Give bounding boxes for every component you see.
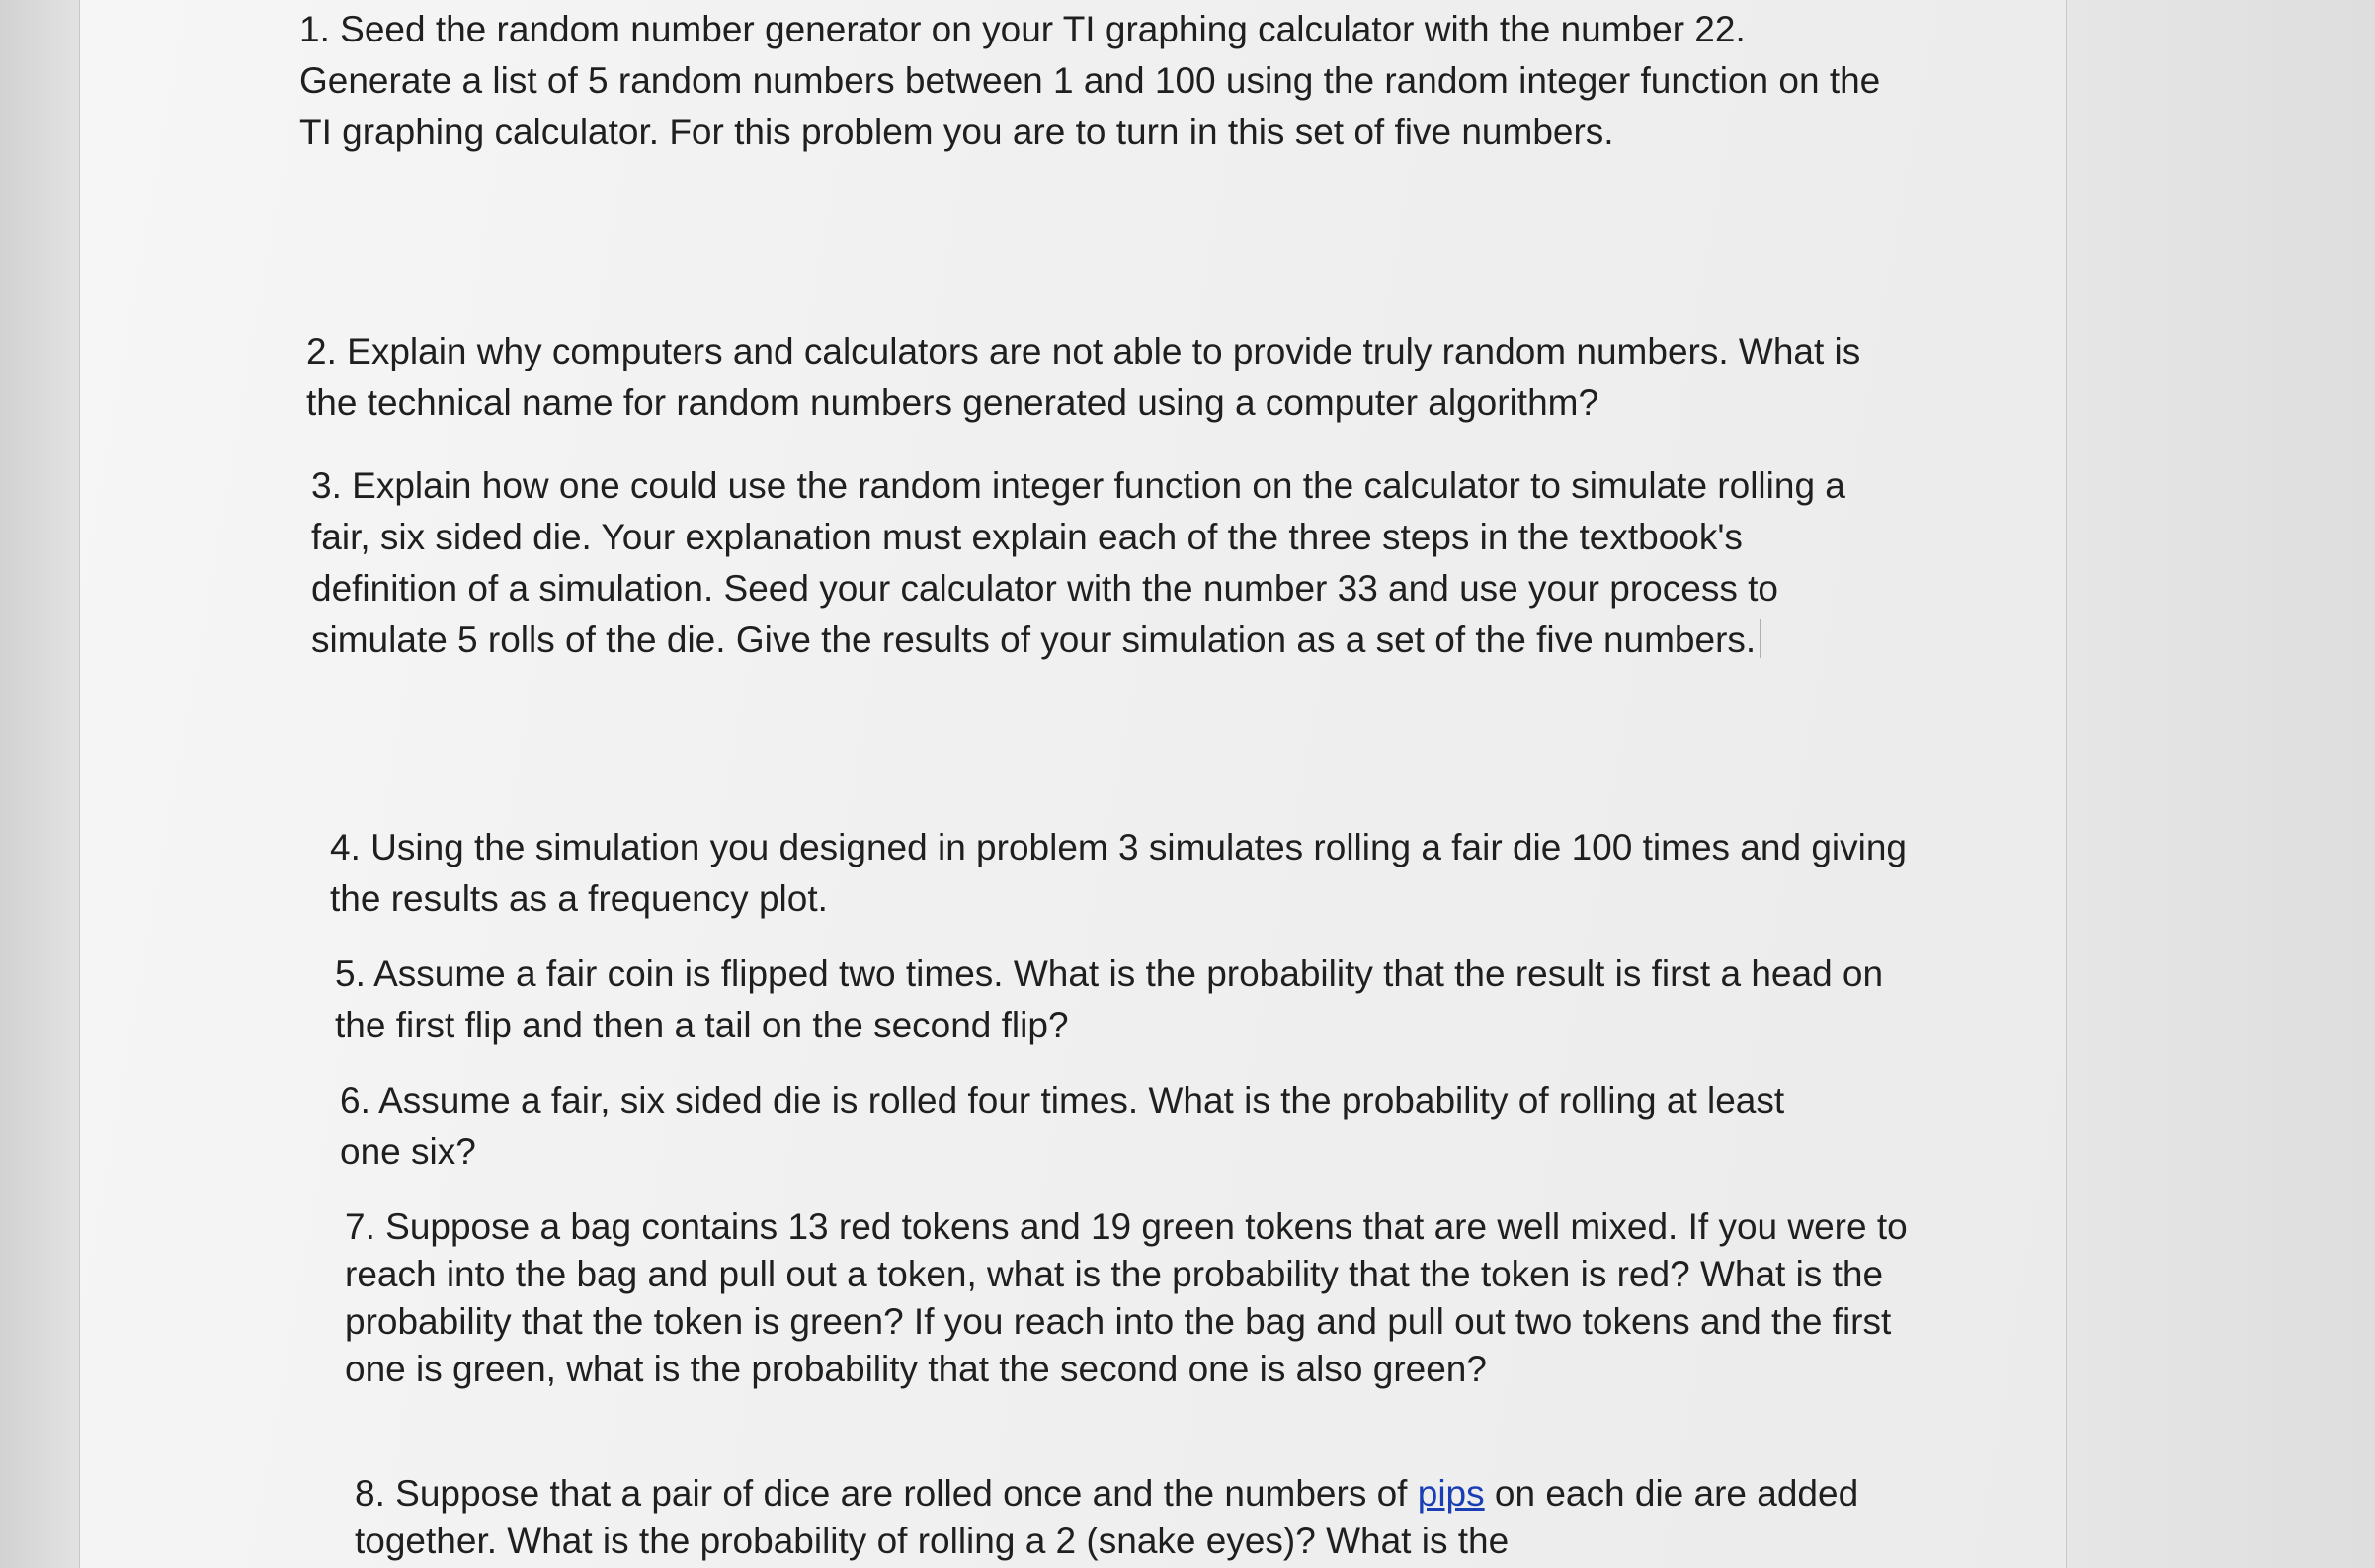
question-2-text: 2. Explain why computers and calculators are not able to provide truly random numbers. What is the technical name for random numbers generated using a computer algorithm? <box>306 331 1861 423</box>
question-3 <box>311 460 1892 666</box>
question-8 <box>355 1470 1896 1565</box>
question-4-text: 4. Using the simulation you designed in problem 3 simulates rolling a fair die 100 times and giving the results as a frequency plot. <box>330 827 1907 919</box>
question-6-text: 6. Assume a fair, six sided die is rolled four times. What is the probability of rolling at least one six? <box>340 1080 1785 1172</box>
left-margin <box>0 0 79 1568</box>
question-7-text: 7. Suppose a bag contains 13 red tokens and 19 green tokens that are well mixed. If you were to reach into the bag and pull out a token, what is the probability that the token is red? What is the probability that the token is green? If you reach into the bag and pull out two tokens and the first one is green, what is the probability that the second one is also green? <box>345 1206 1908 1389</box>
question-8-text <box>355 1470 1896 1565</box>
question-5 <box>335 949 1916 1051</box>
question-3-body: 3. Explain how one could use the random integer function on the calculator to simulate rolling a fair, six sided die. Your explanation must explain each of the three steps in the textbook's definition of a simulation. Seed your calculator with the number 33 and use your process to simulate 5 rolls of the die. Give the results of your simulation as a set of the five numbers. <box>311 465 1845 660</box>
right-background <box>2067 0 2375 1568</box>
question-2 <box>306 326 1907 429</box>
question-7 <box>345 1203 1925 1393</box>
question-1 <box>299 4 1900 158</box>
pips-link[interactable]: pips <box>1417 1473 1485 1514</box>
text-cursor <box>1760 619 1761 658</box>
question-6 <box>340 1075 1851 1178</box>
document-page <box>79 0 2067 1568</box>
question-4 <box>330 822 1911 925</box>
question-3-text <box>311 460 1892 666</box>
question-1-text: 1. Seed the random number generator on your TI graphing calculator with the number 22. Generate a list of 5 random numbers between 1 and 100 using the random integer function on the TI graphing calculator. For this problem you are to turn in this set of five numbers. <box>299 9 1881 152</box>
question-8-before-link: 8. Suppose that a pair of dice are rolled once and the numbers of <box>355 1473 1418 1514</box>
question-5-text: 5. Assume a fair coin is flipped two times. What is the probability that the result is first a head on the first flip and then a tail on the second flip? <box>335 953 1884 1045</box>
question-8-after-link: on each die are added together. What is the probability of rolling a 2 (snake eyes)? What is the <box>355 1473 1859 1561</box>
